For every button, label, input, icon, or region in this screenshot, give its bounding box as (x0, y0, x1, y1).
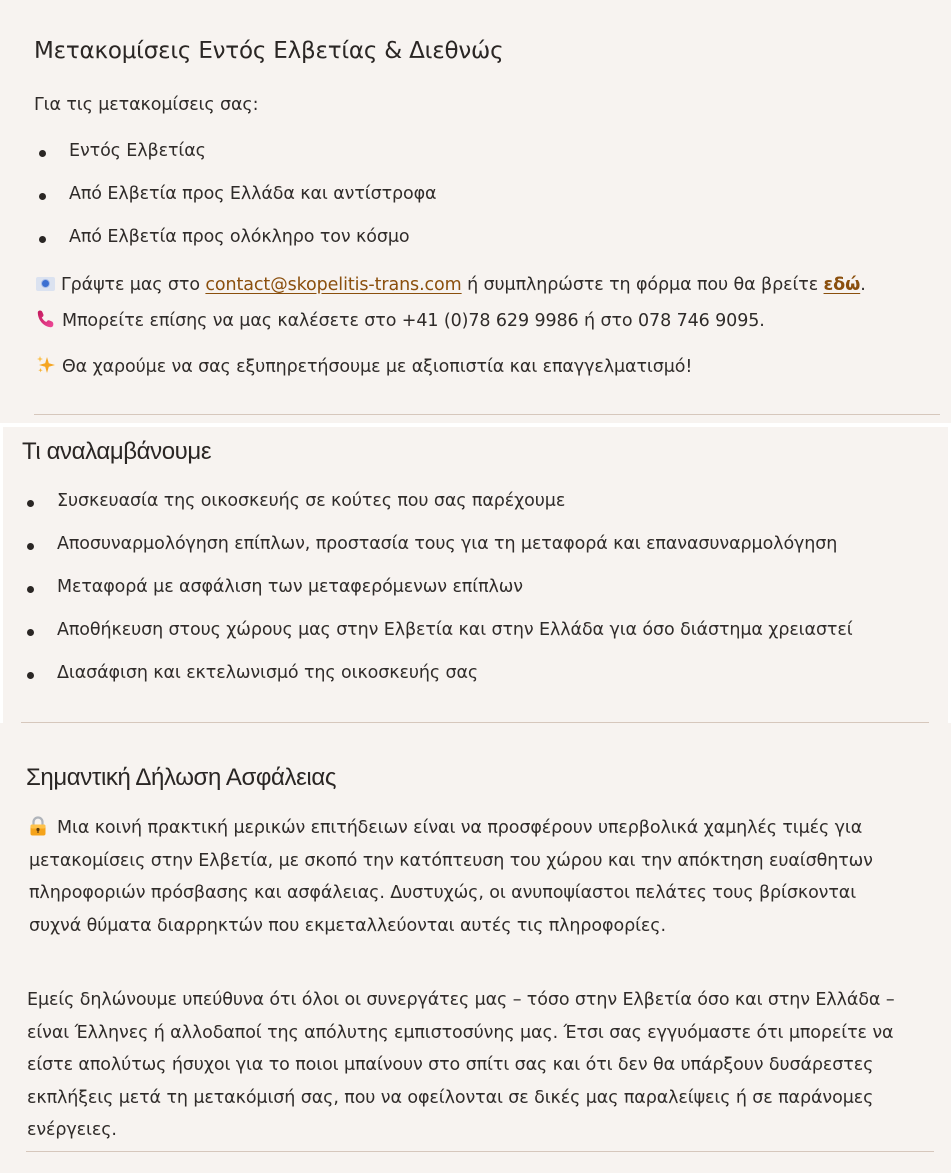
moves-section-title: Μετακομίσεις Εντός Ελβετίας & Διεθνώς (34, 38, 504, 64)
list-item: Εντός Ελβετίας (34, 141, 437, 184)
bullet-icon (27, 629, 34, 636)
bullet-icon (39, 193, 46, 200)
telephone-icon (36, 309, 56, 329)
sparkles-icon (36, 355, 56, 375)
closing-line: Θα χαρούμε να σας εξυπηρετήσουμε με αξιοπιστία και επαγγελματισμό! (36, 355, 692, 377)
security-section-title: Σημαντική Δήλωση Ασφάλειας (26, 764, 336, 791)
security-section (0, 723, 951, 1173)
section-divider (26, 1151, 934, 1152)
services-list (22, 491, 853, 706)
list-item: Αποσυναρμολόγηση επίπλων, προστασία τους για τη μεταφορά και επανασυναρμολόγηση (22, 534, 853, 577)
moves-list (34, 141, 437, 270)
contact-email-line: Γράψτε μας στο contact@skopelitis-trans.com ή συμπληρώστε τη φόρμα που θα βρείτε εδώ. (36, 275, 866, 295)
list-item: Μεταφορά με ασφάλιση των μεταφερόμενων επίπλων (22, 577, 853, 620)
contact-form-link[interactable]: εδώ (823, 275, 861, 295)
bullet-icon (27, 672, 34, 679)
moves-intro-text: Για τις μετακομίσεις σας: (34, 95, 259, 115)
contact-phone-line: Μπορείτε επίσης να μας καλέσετε στο +41 (0)78 629 9986 ή στο 078 746 9095. (36, 309, 765, 331)
bullet-icon (27, 500, 34, 507)
security-paragraph-2: Εμείς δηλώνουμε υπεύθυνα ότι όλοι οι συνεργάτες μας – τόσο στην Ελβετία όσο και στην Ελλάδα – είναι Έλληνες ή αλλοδαποί της απόλυτης εμπιστοσύνης μας. Έτσι σας εγγυόμαστε ότι μπορείτε να είστε απολύτως ήσυχοι για το ποιοι μπαίνουν στο σπίτι σας και ότι δεν θα υπάρξουν δυσάρεστες εκπλήξεις μετά τη μετακόμισή σας, που να οφείλονται σε δικές μας παραλείψεις ή σε παράνομες ενέργειες. (27, 990, 895, 1140)
services-section (3, 427, 948, 723)
list-item: Αποθήκευση στους χώρους μας στην Ελβετία και στην Ελλάδα για όσο διάστημα χρειαστεί (22, 620, 853, 663)
bullet-icon (27, 543, 34, 550)
security-paragraph-1: Μια κοινή πρακτική μερικών επιτήδειων είναι να προσφέρουν υπερβολικά χαμηλές τιμές για μετακομίσεις στην Ελβετία, με σκοπό την κατόπτευση του χώρου και την απόκτηση ευαίσθητων πληροφοριών πρόσβασης και ασφάλειας. Δυστυχώς, οι ανυποψίαστοι πελάτες τους βρίσκονται συχνά θύματα διαρρηκτών που εκμεταλλεύονται αυτές τις πληροφορίες. (29, 812, 929, 942)
section-divider (34, 414, 940, 415)
lock-icon (29, 815, 49, 835)
services-section-title: Τι αναλαμβάνουμε (22, 438, 212, 465)
bullet-icon (39, 236, 46, 243)
list-item: Από Ελβετία προς ολόκληρο τον κόσμο (34, 227, 437, 270)
moves-section (0, 0, 951, 423)
bullet-icon (27, 586, 34, 593)
list-item: Διασάφιση και εκτελωνισμό της οικοσκευής σας (22, 663, 853, 706)
list-item: Συσκευασία της οικοσκευής σε κούτες που σας παρέχουμε (22, 491, 853, 534)
list-item: Από Ελβετία προς Ελλάδα και αντίστροφα (34, 184, 437, 227)
envelope-icon (36, 277, 55, 291)
email-link[interactable]: contact@skopelitis-trans.com (205, 275, 462, 295)
bullet-icon (39, 150, 46, 157)
